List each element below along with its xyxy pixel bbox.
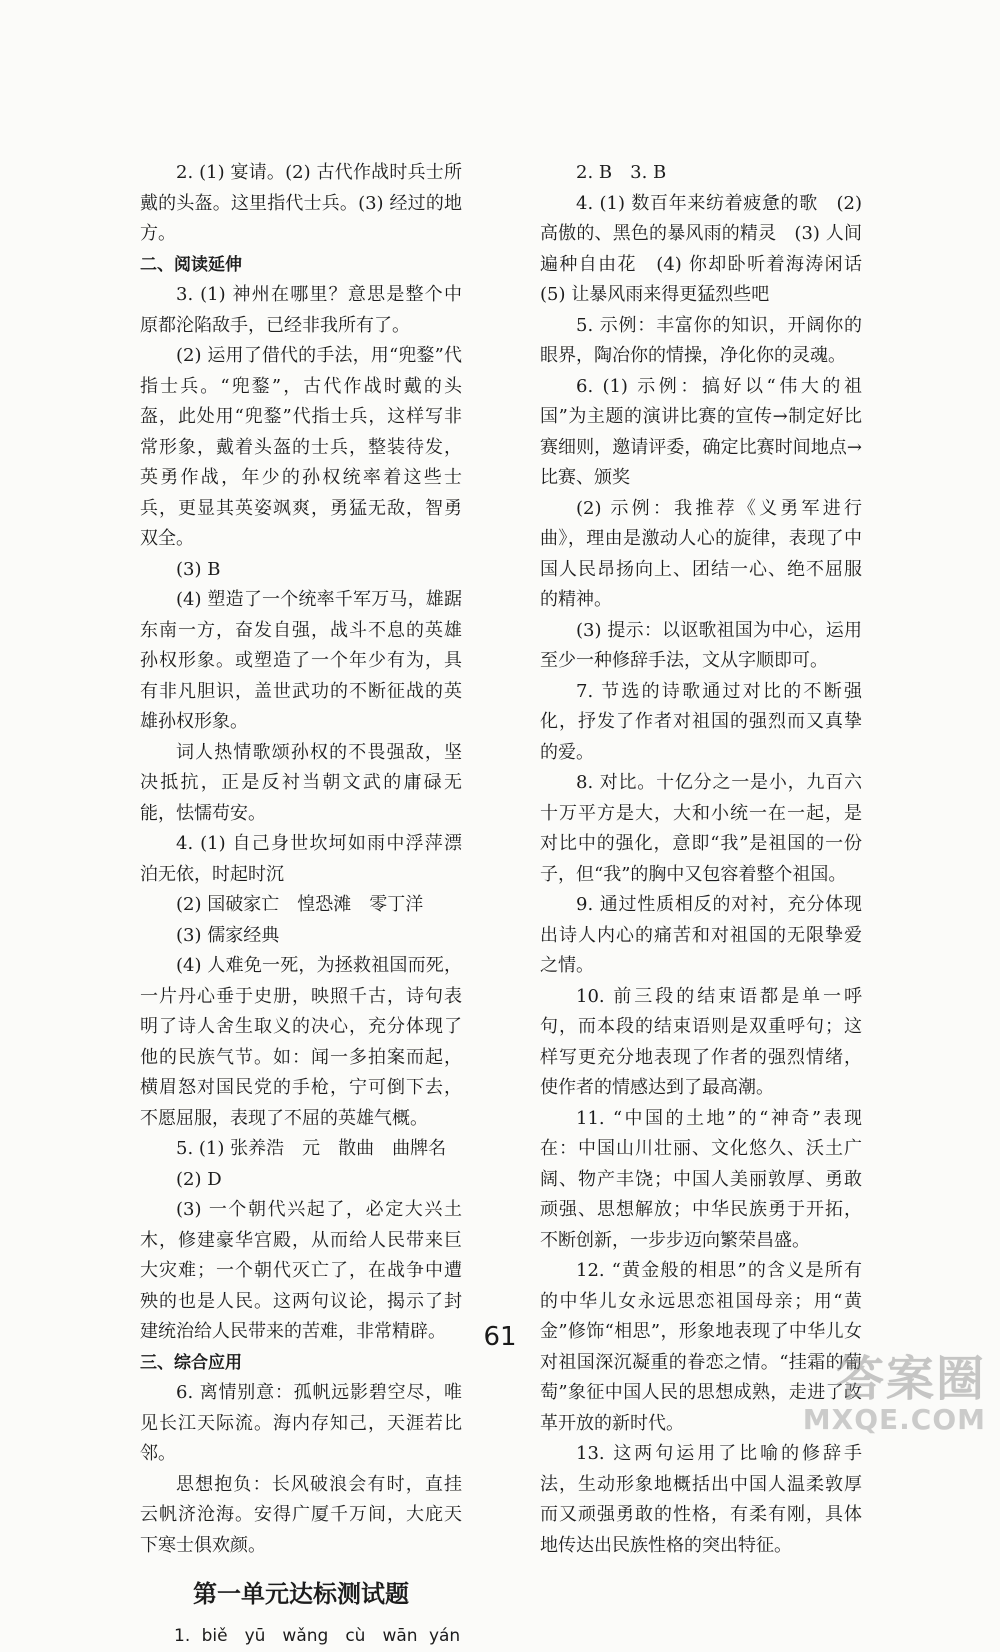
answer-paragraph: 11. “中国的土地”的“神奇”表现在：中国山川壮丽、文化悠久、沃土广阔、物产丰饶；中国人美丽敦厚、勇敢顽强、思想解放；中华民族勇于开拓，不断创新，一步步迈向繁荣昌盛。: [540, 1107, 862, 1251]
answer-paragraph: 3. (1) 神州在哪里？意思是整个中原都沦陷敌手，已经非我所有了。: [140, 284, 462, 336]
answer-paragraph: 6. (1) 示例：搞好以“伟大的祖国”为主题的演讲比赛的宣传→制定好比赛细则，邀请评委，确定比赛时间地点→比赛、颁奖: [540, 375, 862, 488]
section-heading: 二、阅读延伸: [140, 254, 242, 275]
answer-paragraph: 4. (1) 自己身世坎坷如雨中浮萍漂泊无依，时起时沉: [140, 833, 462, 885]
answer-paragraph: 7. 节选的诗歌通过对比的不断强化，抒发了作者对祖国的强烈而又真挚的爱。: [540, 680, 862, 763]
answer-paragraph: 2. B 3. B: [576, 162, 667, 183]
answer-paragraph: (4) 塑造了一个统率千军万马，雄踞东南一方，奋发自强，战斗不息的英雄孙权形象。或塑造了一个年少有为，具有非凡胆识，盖世武功的不断征战的英雄孙权形象。: [140, 589, 462, 732]
answer-paragraph: 5. (1) 张养浩 元 散曲 曲牌名: [176, 1138, 447, 1159]
pinyin-answer: 1. biě yū wǎng cù wān yán: [174, 1626, 461, 1646]
answer-paragraph: (2) D: [176, 1168, 222, 1190]
answer-paragraph: 词人热情歌颂孙权的不畏强敌，坚决抵抗，正是反衬当朝文武的庸碌无能，怯懦苟安。: [140, 741, 462, 824]
answer-paragraph: 13. 这两句运用了比喻的修辞手法，生动形象地概括出中国人温柔敦厚而又顽强勇敢的性格，有柔有刚，具体地传达出民族性格的突出特征。: [540, 1443, 862, 1556]
watermark-main: 答案圈: [835, 1351, 986, 1407]
answer-paragraph: (2) 运用了借代的手法，用“兜鍪”代指士兵。“兜鍪”，古代作战时戴的头盔，此处用“兜鍪”代指士兵，这样写非常形象，戴着头盔的士兵，整装待发，英勇作战，年少的孙权统率着这些士兵，更显其英姿飒爽，勇猛无敌，智勇双全。: [140, 345, 462, 549]
answer-paragraph: 5. 示例：丰富你的知识，开阔你的眼界，陶冶你的情操，净化你的灵魂。: [540, 314, 862, 366]
answer-paragraph: (4) 人难免一死，为拯救祖国而死，一片丹心垂于史册，映照千古，诗句表明了诗人舍生取义的决心，充分体现了他的民族气节。如：闻一多拍案而起，横眉怒对国民党的手枪，宁可倒下去，不愿屈服，表现了不屈的英雄气概。: [140, 955, 462, 1129]
watermark-logo: [796, 1340, 986, 1436]
answer-paragraph: (2) 示例：我推荐《义勇军进行曲》，理由是激动人心的旋律，表现了中国人民昂扬向上、团结一心、绝不屈服的精神。: [540, 497, 862, 610]
answer-paragraph: 4. (1) 数百年来纺着疲惫的歌 (2) 高傲的、黑色的暴风雨的精灵 (3) 人间遍种自由花 (4) 你却卧听着海涛闲话 (5) 让暴风雨来得更猛烈些吧: [540, 192, 880, 305]
answer-paragraph: 思想抱负：长风破浪会有时，直挂云帆济沧海。安得广厦千万间，大庇天下寒士俱欢颜。: [140, 1473, 462, 1556]
answer-paragraph: (3) 提示：以讴歌祖国为中心，运用至少一种修辞手法，文从字顺即可。: [540, 619, 862, 671]
answer-paragraph: 6. 离情别意：孤帆远影碧空尽，唯见长江天际流。海内存知己，天涯若比邻。: [140, 1382, 462, 1464]
section-heading: 三、综合应用: [140, 1352, 242, 1373]
watermark-sub: MXQE.COM: [802, 1403, 986, 1436]
answer-paragraph: (3) 儒家经典: [176, 924, 280, 946]
page-number: 61: [483, 1322, 517, 1352]
answer-paragraph: (3) B: [176, 558, 221, 580]
answer-paragraph: 10. 前三段的结束语都是单一呼句，而本段的结束语则是双重呼句；这样写更充分地表现了作者的强烈情绪，使作者的情感达到了最高潮。: [540, 985, 862, 1098]
answer-paragraph: 8. 对比。十亿分之一是小，九百六十万平方是大，大和小统一在一起，是对比中的强化，意即“我”是祖国的一份子，但“我”的胸中又包容着整个祖国。: [540, 772, 862, 885]
answer-paragraph: (2) 国破家亡 惶恐滩 零丁洋: [176, 894, 424, 915]
answer-paragraph: 9. 通过性质相反的对衬，充分体现出诗人内心的痛苦和对祖国的无限挚爱之情。: [540, 894, 862, 976]
answer-paragraph: 12. “黄金般的相思”的含义是所有的中华儿女永远思恋祖国母亲；用“黄金”修饰“相思”，形象地表现了中华儿女对祖国深沉凝重的眷恋之情。“挂霜的葡萄”象征中国人民的思想成熟，走进了改革开放的新时代。: [540, 1260, 862, 1434]
answer-paragraph: (3) 一个朝代兴起了，必定大兴土木，修建豪华宫殿，从而给人民带来巨大灾难；一个朝代灭亡了，在战争中遭殃的也是人民。这两句议论，揭示了封建统治给人民带来的苦难，非常精辟。: [140, 1199, 462, 1342]
unit-test-title: 第一单元达标测试题: [193, 1580, 409, 1608]
answer-paragraph: 2. (1) 宴请。(2) 古代作战时兵士所戴的头盔。这里指代士兵。(3) 经过的地方。: [140, 162, 462, 244]
left-column: [140, 158, 462, 1652]
